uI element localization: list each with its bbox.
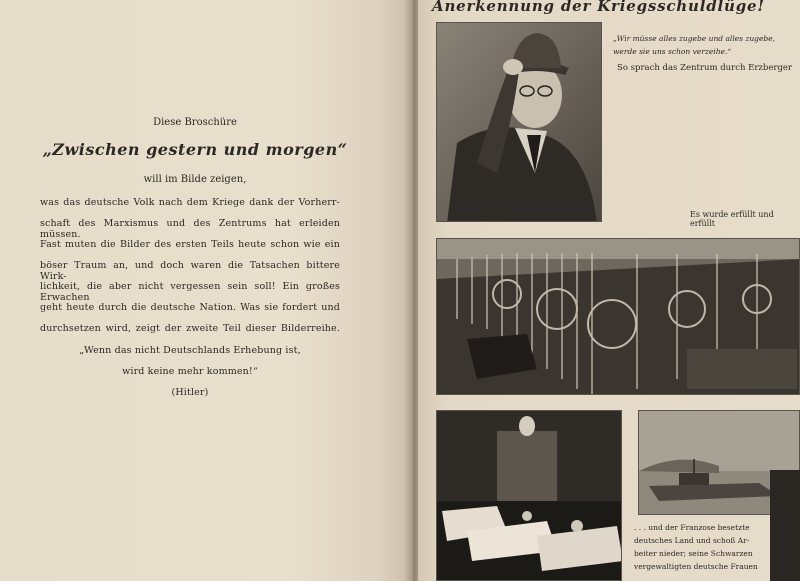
body-line: böser Traum an, und doch waren die Tatsachen bittere Wirk- [40, 260, 340, 282]
artillery-photo [436, 238, 800, 395]
brochure-title: „Zwischen gestern und morgen“ [42, 140, 348, 159]
quote-line: wird keine mehr kommen!“ [122, 366, 258, 377]
body-line: durchsetzen wird, zeigt der zweite Teil dieser Bilderreihe. [40, 323, 340, 334]
quote-source: So sprach das Zentrum durch Erzberger [617, 63, 792, 73]
body-line: Fast muten die Bilder des ersten Teils heute schon wie ein [40, 239, 340, 250]
body-line: geht heute durch die deutsche Nation. Was sie fordert und [40, 302, 340, 313]
bottom-caption-line: beiter nieder; seine Schwarzen [634, 549, 753, 558]
bottom-caption-line: vergewaltigten deutsche Frauen [634, 562, 758, 571]
intro-line: Diese Broschüre [153, 117, 237, 128]
photo-edge [770, 470, 800, 581]
erzberger-quote-line: werde sie uns schon verzeihe.“ [613, 47, 732, 56]
bottom-caption-line: . . . und der Franzose besetzte [634, 523, 750, 532]
middle-photo-caption: Es wurde erfüllt und erfüllt [690, 210, 774, 228]
body-line: was das deutsche Volk nach dem Kriege dank der Vorherr- [40, 197, 340, 208]
erzberger-quote-line: „Wir müsse alles zugebe und alles zugebe, [613, 34, 776, 43]
victims-photo [436, 410, 622, 581]
body-line: lichkeit, die aber nicht vergessen sein soll! Ein großes Erwachen [40, 281, 340, 303]
page-heading: Anerkennung der Kriegsschuldlüge! [432, 0, 765, 15]
quote-line: „Wenn das nicht Deutschlands Erhebung ist, [79, 345, 301, 356]
subtitle-line: will im Bilde zeigen, [143, 174, 247, 185]
portrait-photo [436, 22, 602, 222]
quote-attribution: (Hitler) [171, 387, 209, 398]
body-line: schaft des Marxismus und des Zentrums hat erleiden müssen. [40, 218, 340, 240]
bottom-caption-line: deutsches Land und schoß Ar- [634, 536, 750, 545]
